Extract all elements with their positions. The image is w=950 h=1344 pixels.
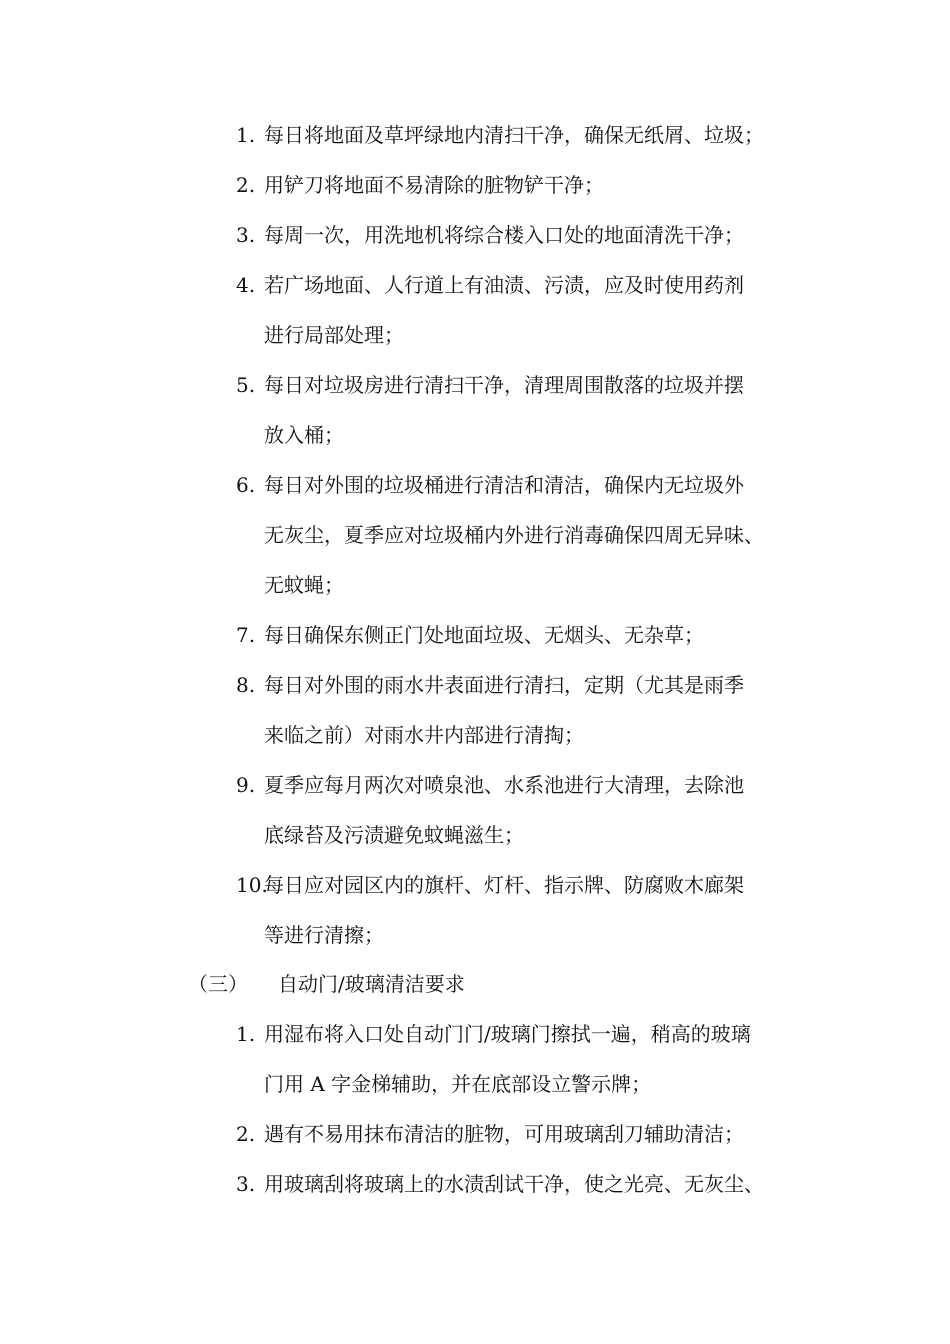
section-title: 自动门/玻璃清洁要求 [278, 972, 465, 996]
list-item-text: 每日对外围的雨水井表面进行清扫，定期（尤其是雨季 [264, 673, 744, 697]
list-item [236, 260, 816, 360]
list-item-number: 10. [236, 873, 268, 897]
list-item [236, 760, 816, 860]
list-item-text: 若广场地面、人行道上有油渍、污渍，应及时使用药剂 [264, 273, 744, 297]
list-item-continuation: 无蚊蝇； [264, 573, 344, 597]
list-item-number: 3. [236, 223, 256, 247]
list-item [236, 860, 816, 960]
list-item-first-line [236, 110, 816, 160]
section-heading [188, 959, 465, 1009]
list-item [236, 160, 816, 210]
list-item-number: 5. [236, 373, 256, 397]
list-item-text: 夏季应每月两次对喷泉池、水系池进行大清理，去除池 [264, 773, 744, 797]
list-item-first-line [236, 610, 816, 660]
list-item-first-line [236, 860, 816, 910]
list-item-text: 用玻璃刮将玻璃上的水渍刮试干净，使之光亮、无灰尘、 [264, 1172, 764, 1196]
list-item-first-line [236, 460, 816, 510]
list-item [236, 360, 816, 460]
list-item-number: 7. [236, 623, 256, 647]
list-item [236, 610, 816, 660]
list-item-number: 4. [236, 273, 256, 297]
list-item-number: 6. [236, 473, 256, 497]
list-item-continuation: 放入桶； [264, 423, 344, 447]
list-item-continuation: 门用 A 字金梯辅助，并在底部设立警示牌； [264, 1072, 652, 1096]
list-item-continuation: 底绿苔及污渍避免蚊蝇滋生； [264, 823, 524, 847]
list-item [236, 110, 816, 160]
list-item-text: 每日将地面及草坪绿地内清扫干净，确保无纸屑、垃圾； [264, 123, 764, 147]
list-item-first-line [236, 360, 816, 410]
list-item-text: 每日对垃圾房进行清扫干净，清理周围散落的垃圾并摆 [264, 373, 744, 397]
list-item-first-line [236, 260, 816, 310]
list-item-number: 3. [236, 1172, 256, 1196]
list-item-number: 2. [236, 173, 256, 197]
list-item [236, 660, 816, 760]
list-item-continuation: 无灰尘，夏季应对垃圾桶内外进行消毒确保四周无异味、 [264, 523, 764, 547]
list-item-number: 1. [236, 1022, 256, 1046]
list-item-number: 2. [236, 1122, 256, 1146]
list-item-first-line [236, 1159, 816, 1209]
list-item-text: 每日对外围的垃圾桶进行清洁和清洁，确保内无垃圾外 [264, 473, 744, 497]
list-item [236, 210, 816, 260]
list-item-continuation: 来临之前）对雨水井内部进行清掏； [264, 723, 584, 747]
list-item-number: 9. [236, 773, 256, 797]
list-item-first-line [236, 660, 816, 710]
section-number: （三） [188, 972, 248, 996]
list-item [236, 1159, 816, 1209]
list-item [236, 460, 816, 610]
list-item-number: 8. [236, 673, 256, 697]
list-item-text: 每日确保东侧正门处地面垃圾、无烟头、无杂草； [264, 623, 704, 647]
list-item-text: 每周一次，用洗地机将综合楼入口处的地面清洗干净； [264, 223, 744, 247]
list-item-first-line [236, 1009, 816, 1059]
list-item-text: 遇有不易用抹布清洁的脏物，可用玻璃刮刀辅助清洁； [264, 1122, 744, 1146]
list-item-first-line [236, 160, 816, 210]
list-item-text: 用湿布将入口处自动门门/玻璃门擦拭一遍，稍高的玻璃 [264, 1022, 751, 1046]
list-item-text: 用铲刀将地面不易清除的脏物铲干净； [264, 173, 604, 197]
list-item-first-line [236, 1109, 816, 1159]
list-item [236, 1109, 816, 1159]
list-item-text: 每日应对园区内的旗杆、灯杆、指示牌、防腐败木廊架 [264, 873, 744, 897]
list-item-continuation: 等进行清擦； [264, 923, 384, 947]
list-item-first-line [236, 210, 816, 260]
list-item-number: 1. [236, 123, 256, 147]
list-item-continuation: 进行局部处理； [264, 323, 404, 347]
list-item-first-line [236, 760, 816, 810]
list-item [236, 1009, 816, 1109]
